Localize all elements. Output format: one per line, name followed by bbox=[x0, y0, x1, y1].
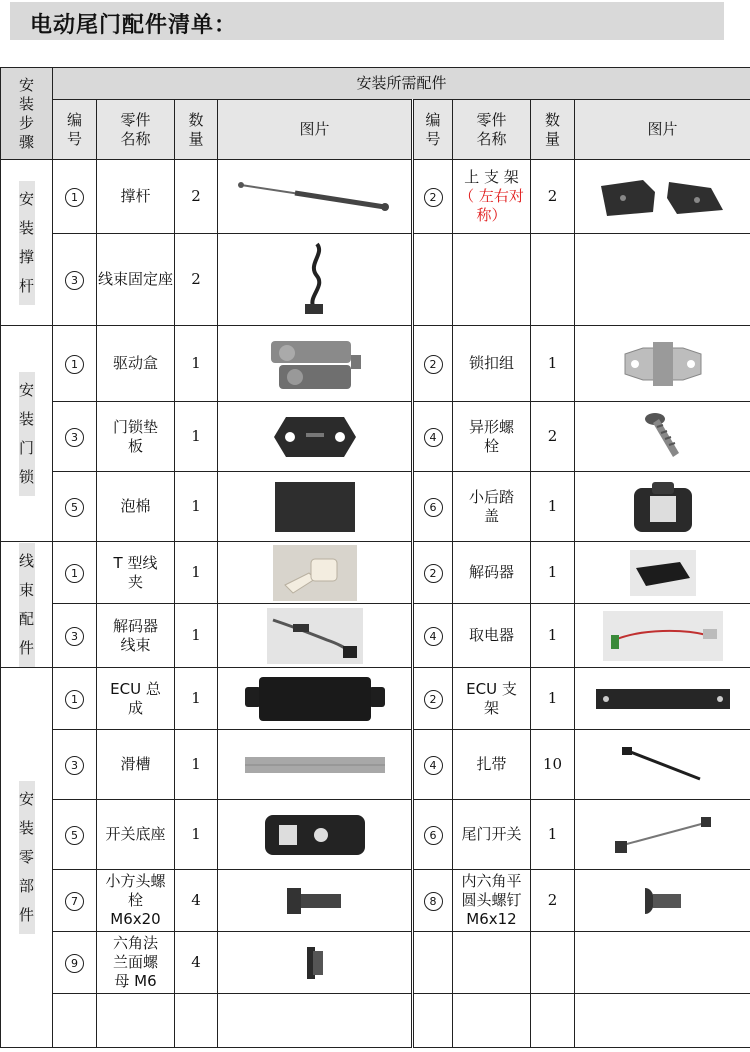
part-name: 小后踏盖 bbox=[453, 472, 531, 542]
item-number bbox=[413, 234, 453, 326]
number-header: 编号 bbox=[53, 100, 97, 160]
part-name: 泡棉 bbox=[97, 472, 175, 542]
item-number: 6 bbox=[413, 472, 453, 542]
item-number: 3 bbox=[53, 402, 97, 472]
item-number bbox=[413, 994, 453, 1048]
item-number: 4 bbox=[413, 402, 453, 472]
part-name-header: 零件名称 bbox=[453, 100, 531, 160]
part-name: 撑杆 bbox=[97, 160, 175, 234]
item-number: 1 bbox=[53, 160, 97, 234]
item-number: 3 bbox=[53, 604, 97, 668]
ecu-unit-image bbox=[218, 668, 413, 730]
part-name: 异形螺栓 bbox=[453, 402, 531, 472]
part-quantity: 1 bbox=[175, 800, 218, 870]
decoder-harness-image bbox=[218, 604, 413, 668]
part-quantity: 2 bbox=[175, 160, 218, 234]
cable-tie-image bbox=[575, 730, 750, 800]
part-name bbox=[453, 234, 531, 326]
quantity-header: 数量 bbox=[531, 100, 575, 160]
part-quantity: 2 bbox=[531, 160, 575, 234]
part-name: 驱动盒 bbox=[97, 326, 175, 402]
part-name bbox=[97, 994, 175, 1048]
part-name: ECU 支架 bbox=[453, 668, 531, 730]
part-name-note: （ 左右对称） bbox=[459, 187, 524, 224]
item-number: 2 bbox=[413, 542, 453, 604]
part-quantity: 1 bbox=[175, 326, 218, 402]
item-number: 5 bbox=[53, 800, 97, 870]
part-name: 取电器 bbox=[453, 604, 531, 668]
square-head-bolt-image bbox=[218, 870, 413, 932]
lock-pad-image bbox=[218, 402, 413, 472]
part-name: 尾门开关 bbox=[453, 800, 531, 870]
part-quantity: 1 bbox=[175, 472, 218, 542]
step-label: 安装撑杆 bbox=[1, 160, 53, 326]
picture-cell-empty bbox=[575, 932, 750, 994]
picture-header: 图片 bbox=[575, 100, 750, 160]
steps-header: 安装步骤 bbox=[1, 68, 53, 160]
item-number bbox=[53, 994, 97, 1048]
step-label: 线束配件 bbox=[1, 542, 53, 668]
item-number: 7 bbox=[53, 870, 97, 932]
flange-nut-image bbox=[218, 932, 413, 994]
part-quantity bbox=[531, 932, 575, 994]
item-number: 1 bbox=[53, 542, 97, 604]
part-quantity: 1 bbox=[531, 800, 575, 870]
part-quantity: 1 bbox=[175, 402, 218, 472]
item-number: 3 bbox=[53, 234, 97, 326]
item-number: 5 bbox=[53, 472, 97, 542]
item-number: 2 bbox=[413, 326, 453, 402]
part-quantity: 1 bbox=[531, 326, 575, 402]
power-tap-image bbox=[575, 604, 750, 668]
part-quantity: 4 bbox=[175, 932, 218, 994]
part-quantity: 1 bbox=[531, 668, 575, 730]
part-quantity: 1 bbox=[175, 730, 218, 800]
drive-box-image bbox=[218, 326, 413, 402]
step-label: 安装零部件 bbox=[1, 668, 53, 1048]
part-name: T 型线夹 bbox=[97, 542, 175, 604]
step-label: 安装门锁 bbox=[1, 326, 53, 542]
tailgate-switch-image bbox=[575, 800, 750, 870]
special-bolt-image bbox=[575, 402, 750, 472]
part-name bbox=[453, 932, 531, 994]
part-name: 六角法兰面螺母 M6 bbox=[97, 932, 175, 994]
item-number: 9 bbox=[53, 932, 97, 994]
part-name bbox=[453, 994, 531, 1048]
foam-image bbox=[218, 472, 413, 542]
part-quantity: 10 bbox=[531, 730, 575, 800]
part-quantity: 1 bbox=[531, 472, 575, 542]
lock-latch-image bbox=[575, 326, 750, 402]
part-quantity bbox=[531, 994, 575, 1048]
t-clip-image bbox=[218, 542, 413, 604]
item-number: 1 bbox=[53, 668, 97, 730]
item-number: 3 bbox=[53, 730, 97, 800]
part-quantity: 1 bbox=[531, 542, 575, 604]
item-number: 8 bbox=[413, 870, 453, 932]
switch-base-image bbox=[218, 800, 413, 870]
part-quantity: 2 bbox=[175, 234, 218, 326]
part-quantity bbox=[175, 994, 218, 1048]
part-name: 上 支 架 （ 左右对称） bbox=[453, 160, 531, 234]
part-quantity: 1 bbox=[175, 542, 218, 604]
item-number: 1 bbox=[53, 326, 97, 402]
item-number: 4 bbox=[413, 730, 453, 800]
part-name: 解码器线束 bbox=[97, 604, 175, 668]
picture-header: 图片 bbox=[218, 100, 413, 160]
part-quantity: 1 bbox=[175, 604, 218, 668]
slide-rail-image bbox=[218, 730, 413, 800]
parts-header: 安装所需配件 bbox=[53, 68, 750, 100]
item-number: 4 bbox=[413, 604, 453, 668]
part-name: ECU 总成 bbox=[97, 668, 175, 730]
part-quantity bbox=[531, 234, 575, 326]
part-name: 开关底座 bbox=[97, 800, 175, 870]
item-number: 2 bbox=[413, 160, 453, 234]
part-name: 锁扣组 bbox=[453, 326, 531, 402]
page-title: 电动尾门配件清单： bbox=[30, 13, 238, 38]
parts-table bbox=[0, 67, 750, 1048]
upper-bracket-image bbox=[575, 160, 750, 234]
item-number bbox=[413, 932, 453, 994]
item-number: 2 bbox=[413, 668, 453, 730]
part-name: 线束固定座 bbox=[97, 234, 175, 326]
part-quantity: 2 bbox=[531, 402, 575, 472]
part-name: 内六角平圆头螺钉 M6x12 bbox=[453, 870, 531, 932]
part-name: 扎带 bbox=[453, 730, 531, 800]
number-header: 编号 bbox=[413, 100, 453, 160]
part-name: 解码器 bbox=[453, 542, 531, 604]
decoder-image bbox=[575, 542, 750, 604]
ecu-bracket-image bbox=[575, 668, 750, 730]
part-quantity: 2 bbox=[531, 870, 575, 932]
picture-cell-empty bbox=[575, 994, 750, 1048]
quantity-header: 数量 bbox=[175, 100, 218, 160]
item-number: 6 bbox=[413, 800, 453, 870]
strut-rod-image bbox=[218, 160, 413, 234]
part-name: 门锁垫板 bbox=[97, 402, 175, 472]
part-name-header: 零件名称 bbox=[97, 100, 175, 160]
harness-mount-image bbox=[218, 234, 413, 326]
picture-cell-empty bbox=[218, 994, 413, 1048]
part-quantity: 1 bbox=[531, 604, 575, 668]
part-quantity: 4 bbox=[175, 870, 218, 932]
step-cover-image bbox=[575, 472, 750, 542]
button-head-screw-image bbox=[575, 870, 750, 932]
part-quantity: 1 bbox=[175, 668, 218, 730]
part-name: 滑槽 bbox=[97, 730, 175, 800]
title-bar bbox=[10, 2, 724, 40]
picture-cell-empty bbox=[575, 234, 750, 326]
part-name: 小方头螺栓 M6x20 bbox=[97, 870, 175, 932]
